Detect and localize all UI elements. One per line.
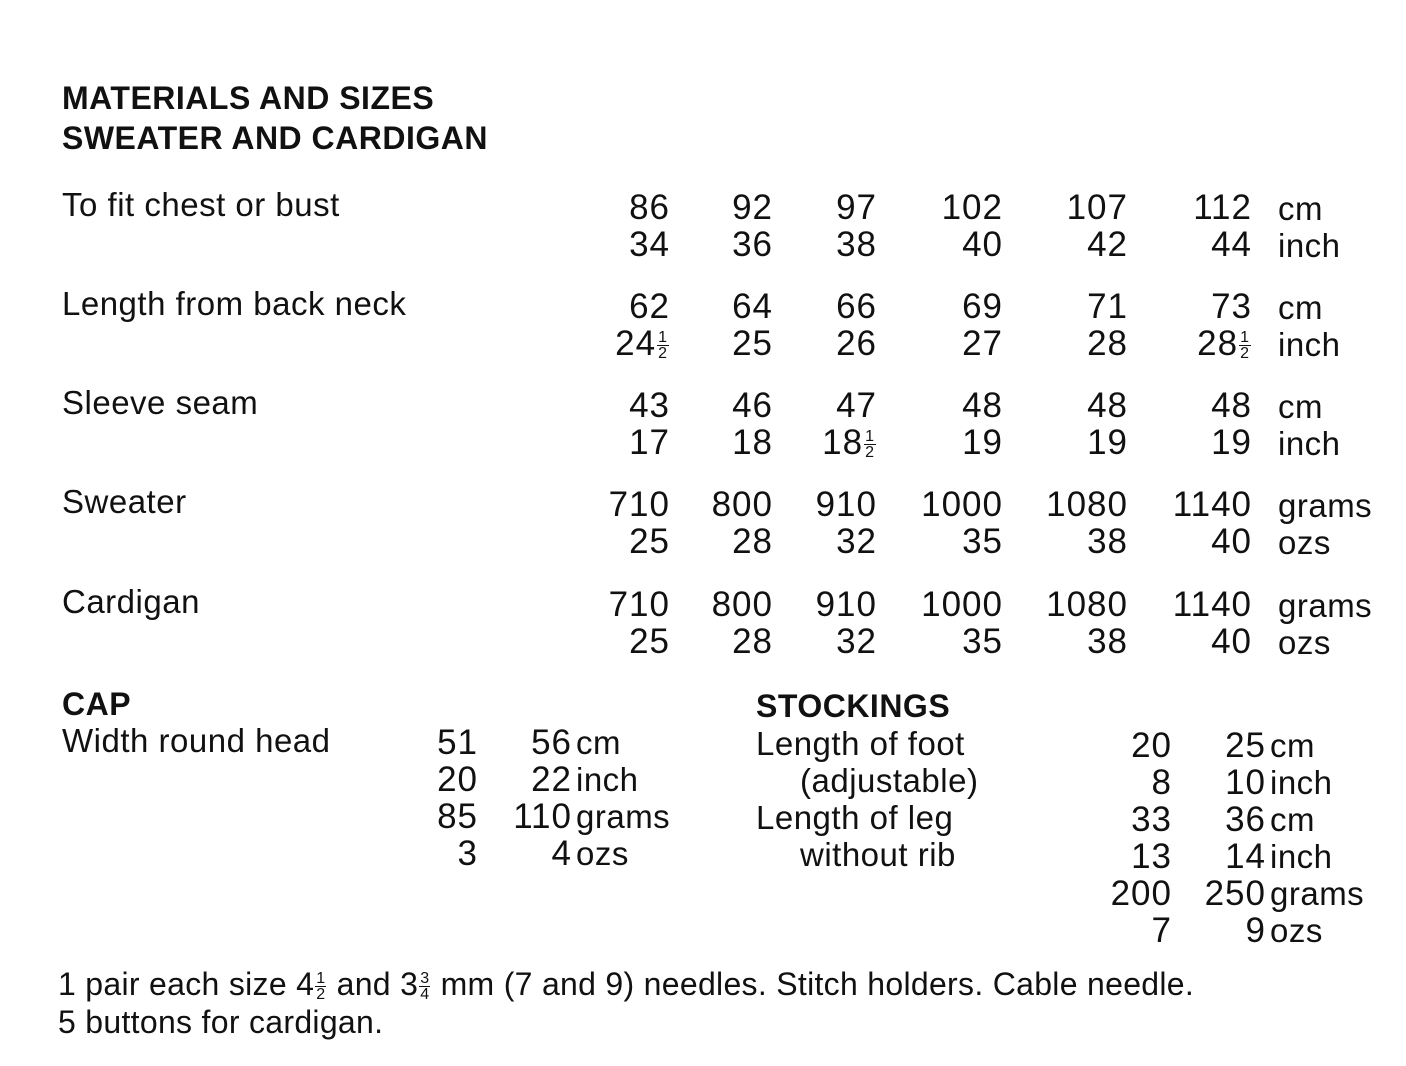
cap-value-a: 85 bbox=[437, 797, 478, 836]
size-value-cell: 32 bbox=[836, 622, 877, 661]
size-value-cell: 97 bbox=[836, 188, 877, 227]
size-value-cell: 910 bbox=[815, 585, 877, 624]
size-unit: grams bbox=[1278, 587, 1373, 624]
size-unit: cm bbox=[1278, 289, 1323, 326]
size-value-cell: 40 bbox=[962, 225, 1003, 264]
stockings-value-b: 9 bbox=[1245, 911, 1266, 950]
size-value-cell: 32 bbox=[836, 522, 877, 561]
fraction-numerator: 1 bbox=[316, 970, 326, 988]
size-value-cell: 38 bbox=[836, 225, 877, 264]
materials-line-2: 5 buttons for cardigan. bbox=[58, 1004, 384, 1040]
materials-text-b: and 3 bbox=[327, 966, 419, 1002]
size-unit: cm bbox=[1278, 190, 1323, 227]
cap-value-a: 20 bbox=[437, 760, 478, 799]
fraction-three-quarters bbox=[419, 971, 430, 1002]
size-unit: inch bbox=[1278, 326, 1341, 363]
size-value-cell: 28 bbox=[1087, 324, 1128, 363]
fraction-denominator: 2 bbox=[316, 986, 326, 1004]
stockings-value-b: 14 bbox=[1225, 837, 1266, 876]
stockings-value-b: 36 bbox=[1225, 800, 1266, 839]
size-value-cell: 71 bbox=[1087, 287, 1128, 326]
fraction-one-half: $\frac{1}{2}$ bbox=[1240, 329, 1250, 363]
size-value-cell: 17 bbox=[629, 423, 670, 462]
size-value-cell: 40 bbox=[1211, 622, 1252, 661]
size-value-cell: 710 bbox=[608, 485, 670, 524]
size-row-label: To fit chest or bust bbox=[62, 186, 340, 223]
size-value-cell: 28 bbox=[732, 622, 773, 661]
size-unit: inch bbox=[1278, 227, 1341, 264]
stockings-label-leg: Length of leg bbox=[756, 799, 954, 836]
size-value-cell: 48 bbox=[962, 386, 1003, 425]
size-value-cell: 62 bbox=[629, 287, 670, 326]
cap-unit: inch bbox=[576, 761, 639, 798]
materials-text-c: mm (7 and 9) needles. Stitch holders. Cable needle. bbox=[431, 966, 1195, 1002]
size-value-cell: 1140 bbox=[1172, 585, 1252, 624]
stockings-unit: inch bbox=[1270, 764, 1333, 801]
size-value-cell: 18 bbox=[732, 423, 773, 462]
size-value-cell: 19 bbox=[1211, 423, 1252, 462]
fraction-one-half bbox=[315, 971, 326, 1002]
stockings-unit: cm bbox=[1270, 727, 1315, 764]
fraction-one-half: $\frac{1}{2}$ bbox=[658, 329, 668, 363]
size-value-cell: 36 bbox=[732, 225, 773, 264]
size-value-cell: 1000 bbox=[921, 585, 1003, 624]
size-value-cell: 73 bbox=[1211, 287, 1252, 326]
title-line-1: MATERIALS AND SIZES bbox=[62, 80, 435, 116]
materials-line-1 bbox=[58, 966, 1194, 1003]
size-value-cell: 48 bbox=[1087, 386, 1128, 425]
stockings-label-foot: Length of foot bbox=[756, 725, 965, 762]
size-value-cell: 1140 bbox=[1172, 485, 1252, 524]
size-value-cell: 800 bbox=[711, 485, 773, 524]
size-unit: inch bbox=[1278, 425, 1341, 462]
size-value-cell: 43 bbox=[629, 386, 670, 425]
cap-value-b: 56 bbox=[531, 723, 572, 762]
size-value-cell: 69 bbox=[962, 287, 1003, 326]
fraction-denominator: 4 bbox=[420, 986, 430, 1004]
size-value-cell: 112 bbox=[1193, 188, 1252, 227]
stockings-value-a: 20 bbox=[1131, 726, 1172, 765]
size-value-cell: 910 bbox=[815, 485, 877, 524]
size-value-cell: 710 bbox=[608, 585, 670, 624]
cap-label: Width round head bbox=[62, 722, 331, 759]
size-row-label: Length from back neck bbox=[62, 285, 407, 322]
fraction-numerator: 3 bbox=[420, 970, 430, 988]
cap-heading: CAP bbox=[62, 686, 132, 722]
size-unit: ozs bbox=[1278, 524, 1331, 561]
size-unit: ozs bbox=[1278, 624, 1331, 661]
stockings-label-without-rib: without rib bbox=[800, 836, 956, 873]
size-value-cell: 92 bbox=[732, 188, 773, 227]
cap-value-a: 3 bbox=[457, 834, 478, 873]
materials-text-a: 1 pair each size 4 bbox=[58, 966, 315, 1002]
stockings-value-a: 7 bbox=[1151, 911, 1172, 950]
size-value-cell: 38 bbox=[1087, 622, 1128, 661]
size-value-cell: 25 bbox=[732, 324, 773, 363]
size-row-label: Sleeve seam bbox=[62, 384, 259, 421]
stockings-unit: inch bbox=[1270, 838, 1333, 875]
size-value-cell: 25 bbox=[629, 622, 670, 661]
title-line-2: SWEATER AND CARDIGAN bbox=[62, 120, 488, 156]
size-value-cell: 66 bbox=[836, 287, 877, 326]
size-value-cell: 35 bbox=[962, 522, 1003, 561]
size-value-cell: 24 $\frac{1}{2}$ bbox=[615, 324, 668, 363]
cap-value-b: 22 bbox=[531, 760, 572, 799]
size-value-cell: 19 bbox=[962, 423, 1003, 462]
size-value-cell: 19 bbox=[1087, 423, 1128, 462]
stockings-value-b: 250 bbox=[1204, 874, 1266, 913]
stockings-unit: grams bbox=[1270, 875, 1365, 912]
cap-value-b: 4 bbox=[551, 834, 572, 873]
size-value-cell: 28 bbox=[732, 522, 773, 561]
stockings-unit: ozs bbox=[1270, 912, 1323, 949]
size-value-cell: 25 bbox=[629, 522, 670, 561]
size-unit: grams bbox=[1278, 487, 1373, 524]
size-value-cell: 1000 bbox=[921, 485, 1003, 524]
stockings-unit: cm bbox=[1270, 801, 1315, 838]
size-value-cell: 1080 bbox=[1046, 485, 1128, 524]
size-value-cell: 42 bbox=[1087, 225, 1128, 264]
size-value-cell: 102 bbox=[941, 188, 1003, 227]
fraction-one-half: $\frac{1}{2}$ bbox=[865, 428, 875, 462]
size-value-cell: 38 bbox=[1087, 522, 1128, 561]
size-value-cell: 800 bbox=[711, 585, 773, 624]
size-value-cell: 64 bbox=[732, 287, 773, 326]
size-unit: cm bbox=[1278, 388, 1323, 425]
stockings-value-a: 33 bbox=[1131, 800, 1172, 839]
cap-unit: ozs bbox=[576, 835, 629, 872]
size-value-cell: 18 $\frac{1}{2}$ bbox=[822, 423, 875, 462]
size-value-cell: 107 bbox=[1066, 188, 1128, 227]
cap-unit: grams bbox=[576, 798, 671, 835]
cap-value-b: 110 bbox=[513, 797, 572, 836]
size-value-cell: 46 bbox=[732, 386, 773, 425]
stockings-value-b: 10 bbox=[1225, 763, 1266, 802]
stockings-label-adjustable: (adjustable) bbox=[800, 762, 979, 799]
stockings-heading: STOCKINGS bbox=[756, 688, 951, 724]
size-value-cell: 34 bbox=[629, 225, 670, 264]
size-value-cell: 86 bbox=[629, 188, 670, 227]
stockings-value-b: 25 bbox=[1225, 726, 1266, 765]
stockings-value-a: 13 bbox=[1131, 837, 1172, 876]
stockings-value-a: 8 bbox=[1151, 763, 1172, 802]
size-value-cell: 28 $\frac{1}{2}$ bbox=[1197, 324, 1250, 363]
size-value-cell: 47 bbox=[836, 386, 877, 425]
cap-value-a: 51 bbox=[437, 723, 478, 762]
size-value-cell: 26 bbox=[836, 324, 877, 363]
size-value-cell: 48 bbox=[1211, 386, 1252, 425]
size-value-cell: 40 bbox=[1211, 522, 1252, 561]
size-value-cell: 44 bbox=[1211, 225, 1252, 264]
stockings-value-a: 200 bbox=[1110, 874, 1172, 913]
size-row-label: Cardigan bbox=[62, 583, 200, 620]
size-value-cell: 27 bbox=[962, 324, 1003, 363]
size-value-cell: 1080 bbox=[1046, 585, 1128, 624]
size-value-cell: 35 bbox=[962, 622, 1003, 661]
size-row-label: Sweater bbox=[62, 483, 187, 520]
cap-unit: cm bbox=[576, 724, 621, 761]
